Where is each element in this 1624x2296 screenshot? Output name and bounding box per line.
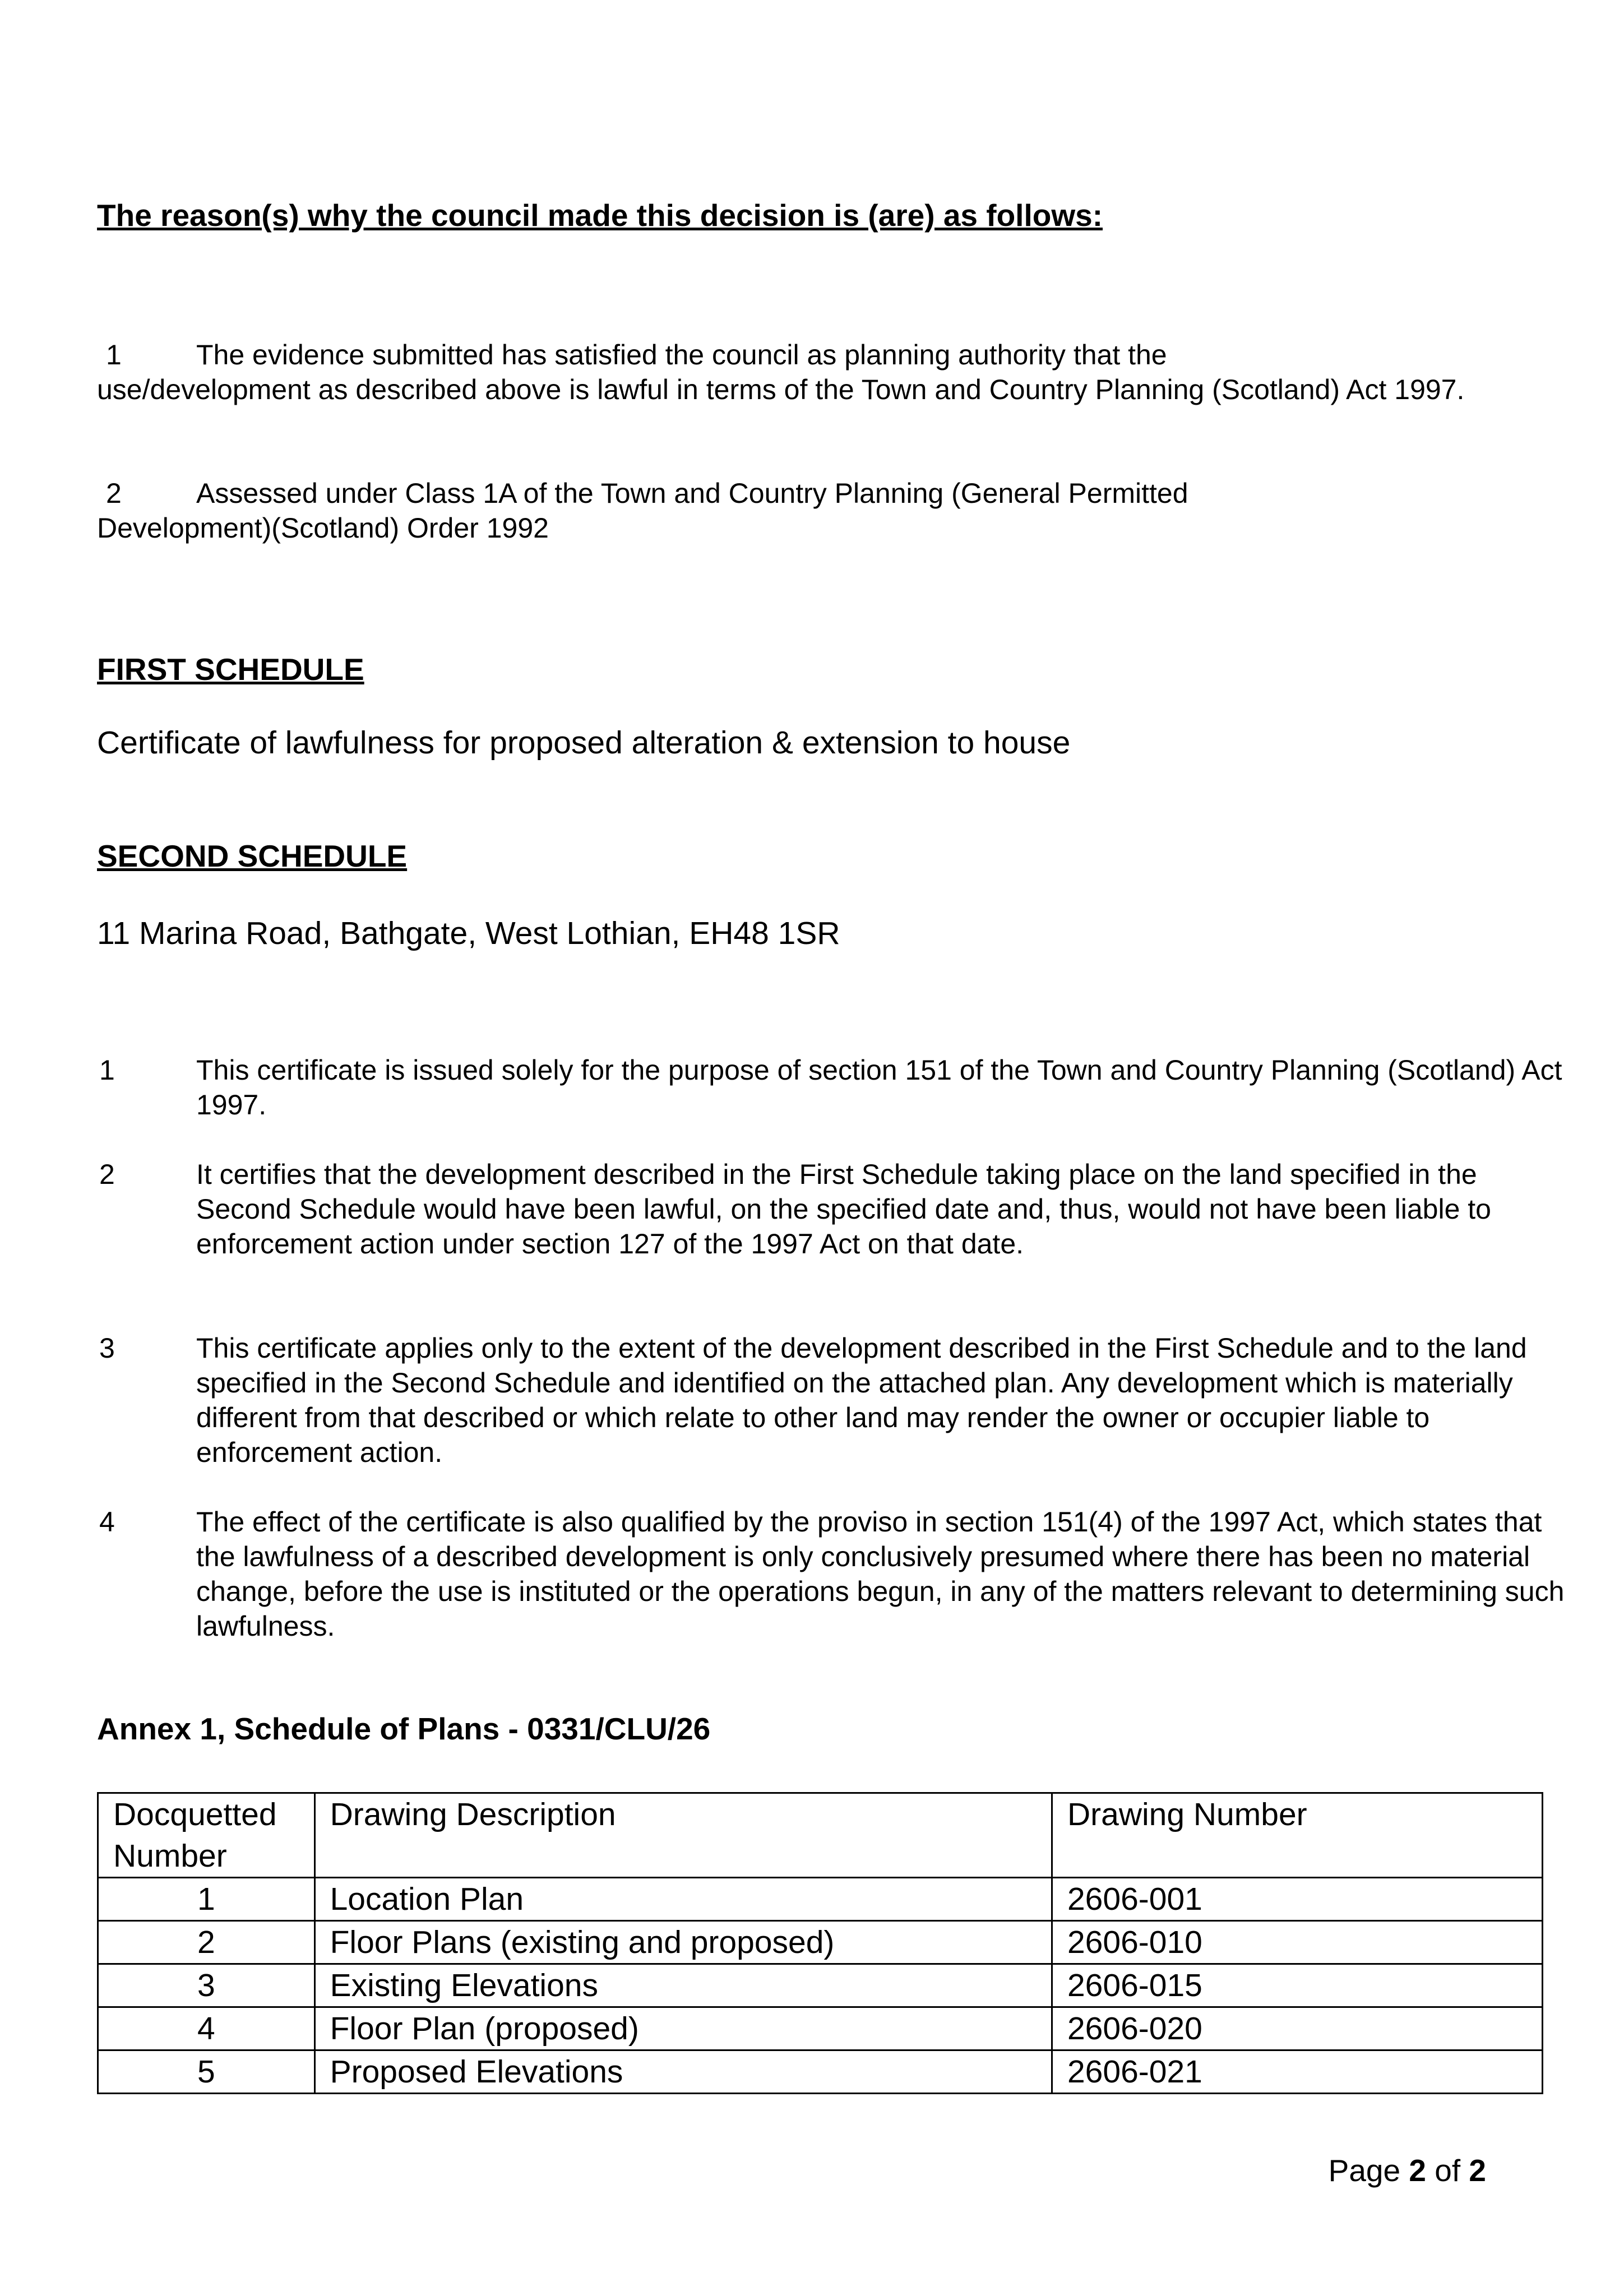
docquetted-number-cell: 3 xyxy=(98,1964,315,2007)
reason-first-line: Assessed under Class 1A of the Town and Country Planning (General Permitted xyxy=(196,478,1188,509)
plans-table xyxy=(97,1792,1543,2094)
note-number: 2 xyxy=(99,1159,115,1190)
table-row xyxy=(98,1921,1543,1964)
drawing-description-cell: Floor Plans (existing and proposed) xyxy=(314,1921,1052,1964)
page-number xyxy=(1329,2152,1486,2188)
page-of: of xyxy=(1435,2153,1461,2188)
note-text: It certifies that the development described in the First Schedule taking place on the land specified in the Second Schedule would have been lawful, on the specified date and, thus, would not have been liable to enforcement action under section 127 of the 1997 Act on that date. xyxy=(196,1159,1491,1260)
docquetted-number-cell: 2 xyxy=(98,1921,315,1964)
column-header-drawing-number: Drawing Number xyxy=(1052,1793,1542,1878)
note-number: 1 xyxy=(99,1054,115,1086)
drawing-description-cell: Floor Plan (proposed) xyxy=(314,2007,1052,2050)
drawing-number-cell: 2606-015 xyxy=(1052,1964,1542,2007)
first-schedule-heading: FIRST SCHEDULE xyxy=(97,652,364,687)
reason-first-line: The evidence submitted has satisfied the council as planning authority that the xyxy=(196,339,1167,371)
drawing-number-cell: 2606-001 xyxy=(1052,1878,1542,1921)
page-label: Page xyxy=(1328,2153,1401,2188)
table-row xyxy=(98,2007,1543,2050)
reason-item xyxy=(97,476,1470,545)
drawing-description-cell: Existing Elevations xyxy=(314,1964,1052,2007)
column-header-drawing-description: Drawing Description xyxy=(314,1793,1052,1878)
reason-text: use/development as described above is lawful in terms of the Town and Country Planning (Scotland) Act 1997. xyxy=(97,374,1465,405)
page-total: 2 xyxy=(1469,2153,1486,2188)
drawing-number-cell: 2606-021 xyxy=(1052,2050,1542,2094)
note-text: This certificate applies only to the extent of the development described in the First Schedule and to the land specified in the Second Schedule and identified on the attached plan. Any development which is materially different from that described or which relate to other land may render the owner or occupier liable to enforcement action. xyxy=(196,1332,1527,1468)
reason-item xyxy=(97,337,1470,407)
page-current: 2 xyxy=(1409,2153,1426,2188)
table-header-row xyxy=(98,1793,1543,1878)
column-header-docquetted-number: Docquetted Number xyxy=(98,1793,315,1878)
docquetted-number-cell: 5 xyxy=(98,2050,315,2094)
reasons-heading: The reason(s) why the council made this decision is (are) as follows: xyxy=(97,198,1103,233)
table-row xyxy=(98,2050,1543,2094)
annex-title: Annex 1, Schedule of Plans - 0331/CLU/26 xyxy=(97,1711,711,1746)
drawing-number-cell: 2606-010 xyxy=(1052,1921,1542,1964)
note-number: 3 xyxy=(99,1332,115,1364)
docquetted-number-cell: 1 xyxy=(98,1878,315,1921)
reason-text: Development)(Scotland) Order 1992 xyxy=(97,512,549,544)
drawing-description-cell: Location Plan xyxy=(314,1878,1052,1921)
table-row xyxy=(98,1878,1543,1921)
note-number: 4 xyxy=(99,1506,115,1538)
note-text: The effect of the certificate is also qualified by the proviso in section 151(4) of the 1997 Act, which states that the lawfulness of a described development is only conclusively presumed where there has been no material change, before the use is instituted or the operations begun, in any of the matters relevant to determining such lawfulness. xyxy=(196,1506,1565,1642)
table-row xyxy=(98,1964,1543,2007)
reason-number: 1 xyxy=(106,339,122,371)
drawing-number-cell: 2606-020 xyxy=(1052,2007,1542,2050)
second-schedule-text: 11 Marina Road, Bathgate, West Lothian, EH48 1SR xyxy=(97,915,840,951)
note-text: This certificate is issued solely for the purpose of section 151 of the Town and Country Planning (Scotland) Act 1997. xyxy=(196,1054,1562,1121)
second-schedule-heading: SECOND SCHEDULE xyxy=(97,839,408,873)
reason-number: 2 xyxy=(106,478,122,509)
drawing-description-cell: Proposed Elevations xyxy=(314,2050,1052,2094)
docquetted-number-cell: 4 xyxy=(98,2007,315,2050)
first-schedule-text: Certificate of lawfulness for proposed alteration & extension to house xyxy=(97,725,1071,761)
